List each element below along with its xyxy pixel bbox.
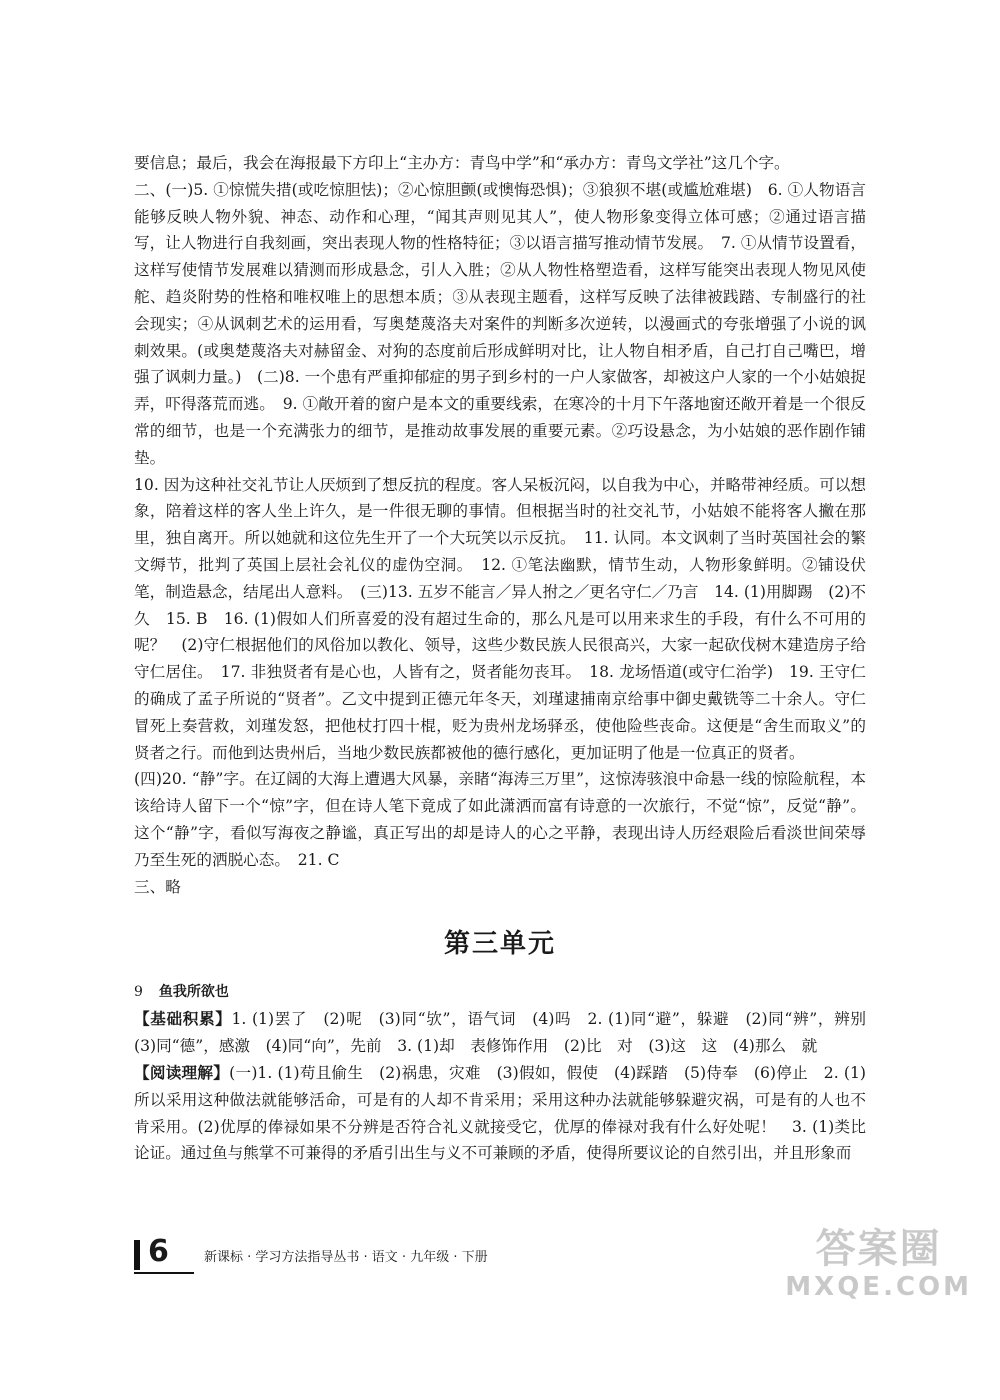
unit-title: 第三单元 [443,929,556,960]
page-content [134,150,882,1167]
yuedu-label: 【阅读理解】 [134,1062,230,1082]
book-series: 新课标 · 学习方法指导丛书 · 语文 · 九年级 · 下册 [204,1250,488,1265]
paragraph: 要信息；最后，我会在海报最下方印上“主办方：青鸟中学”和“承办方：青鸟文学社”这几个字。 [134,154,790,172]
paragraph: 10. 因为这种社交礼节让人厌烦到了想反抗的程度。客人呆板沉闷，以自我为中心，并略带神经质。可以想象，陪着这样的客人坐上许久，是一件很无聊的事情。但根据当时的社交礼节，小姑娘不能将客人撇在那里，独自离开。所以她就和这位先生开了一个大玩笑以示反抗。 11. 认同。本文讽刺了当时英国社会的繁文缛节，批判了英国上层社会礼仪的虚伪空洞。 12. ①笔法幽默，情节生动，人物形象鲜明。②铺设伏笔，制造悬念，结尾出人意料。 (三)13. 五岁不能言／异人拊之／更名守仁／乃言 14. (1)用脚踢 (2)不久 15. B 16. (1)假如人们所喜爱的没有超过生命的，那么凡是可以用来求生的手段，有什么不可用的呢？ (2)守仁根据他们的风俗加以教化、领导，这些少数民族人民很高兴，大家一起砍伐树木建造房子给守仁居住。 17. 非独贤者有是心也，人皆有之，贤者能勿丧耳。 18. 龙场悟道(或守仁治学) 19. 王守仁的确成了孟子所说的“贤者”。乙文中提到正德元年冬天，刘瑾逮捕南京给事中御史戴铣等二十余人。守仁冒死上奏营救，刘瑾发怒，把他杖打四十棍，贬为贵州龙场驿丞，使他险些丧命。这便是“舍生而取义”的贤者之行。而他到达贵州后，当地少数民族都被他的德行感化，更加证明了他是一位真正的贤者。 [134,475,866,762]
lesson-title [134,980,866,1004]
jichu-text: 1. (1)罢了 (2)呢 (3)同“欤”，语气词 (4)吗 2. (1)同“避”，躲避 (2)同“辨”，辨别 (3)同“德”，感激 (4)同“向”，先前 3. (1)却 表修饰作用 (2)比 对 (3)这 这 (4)那么 就 [134,1010,882,1056]
footer-bar [134,1240,140,1270]
watermark-bottom: MXQE.COM [785,1272,972,1302]
lesson-number: 9 [134,984,143,1001]
paragraph: 二、(一)5. ①惊慌失措(或吃惊胆怯)；②心惊胆颤(或懊悔恐惧)；③狼狈不堪(或尴尬难堪) 6. ①人物语言能够反映人物外貌、神态、动作和心理，“闻其声则见其人”，使人物形象变得立体可感；②通过语言描写，让人物进行自我刻画，突出表现人物的性格特征；③以语言描写推动情节发展。 7. ①从情节设置看，这样写使情节发展难以猜测而形成悬念，引人入胜；②从人物性格塑造看，这样写能突出表现人物见风使舵、趋炎附势的性格和唯权唯上的思想本质；③从表现主题看，这样写反映了法律被践踏、专制盛行的社会现实；④从讽刺艺术的运用看，写奥楚蔑洛夫对案件的判断多次逆转，以漫画式的夸张增强了小说的讽刺效果。(或奥楚蔑洛夫对赫留金、对狗的态度前后形成鲜明对比，让人物自相矛盾，自己打自己嘴巴，增强了讽刺力量。) (二)8. 一个患有严重抑郁症的男子到乡村的一户人家做客，却被这户人家的一个小姑娘捉弄，吓得落荒而逃。 9. ①敞开着的窗户是本文的重要线索，在寒冷的十月下午落地窗还敞开着是一个很反常的细节，也是一个充满张力的细节，是推动故事发展的重要元素。②巧设悬念，为小姑娘的恶作剧作铺垫。 [134,180,867,467]
jichu-section [134,1006,882,1060]
watermark-top: 答案圈 [815,1226,942,1272]
jichu-label: 【基础积累】 [134,1009,232,1029]
watermark-logo [785,1226,972,1302]
paragraph: 三、略 [134,877,181,896]
footer-rule [134,1272,194,1274]
page-footer [134,1236,874,1276]
lesson-name: 鱼我所欲也 [158,984,229,1001]
paragraph: (四)20. “静”字。在辽阔的大海上遭遇大风暴，亲睹“海涛三万里”，这惊涛骇浪中命悬一线的惊险航程，本该给诗人留下一个“惊”字，但在诗人笔下竟成了如此潇洒而富有诗意的一次旅行，不觉“惊”，反觉“静”。这个“静”字，看似写海夜之静谧，真正写出的却是诗人的心之平静，表现出诗人历经艰险后看淡世间荣辱乃至生死的洒脱心态。 21. C [134,770,866,869]
yuedu-section [134,1060,866,1167]
page-number: 6 [148,1234,169,1269]
yuedu-text: (一)1. (1)苟且偷生 (2)祸患，灾难 (3)假如，假使 (4)踩踏 (5)侍奉 (6)停止 2. (1)所以采用这种做法就能够活命，可是有的人却不肯采用；采用这种办法就能够躲避灾祸，可是有的人也不肯采用。(2)优厚的俸禄如果不分辨是否符合礼义就接受它，优厚的俸禄对我有什么好处呢！ 3. (1)类比论证。通过鱼与熊掌不可兼得的矛盾引出生与义不可兼顾的矛盾，使得所要议论的自然引出，并且形象而 [134,1063,866,1163]
